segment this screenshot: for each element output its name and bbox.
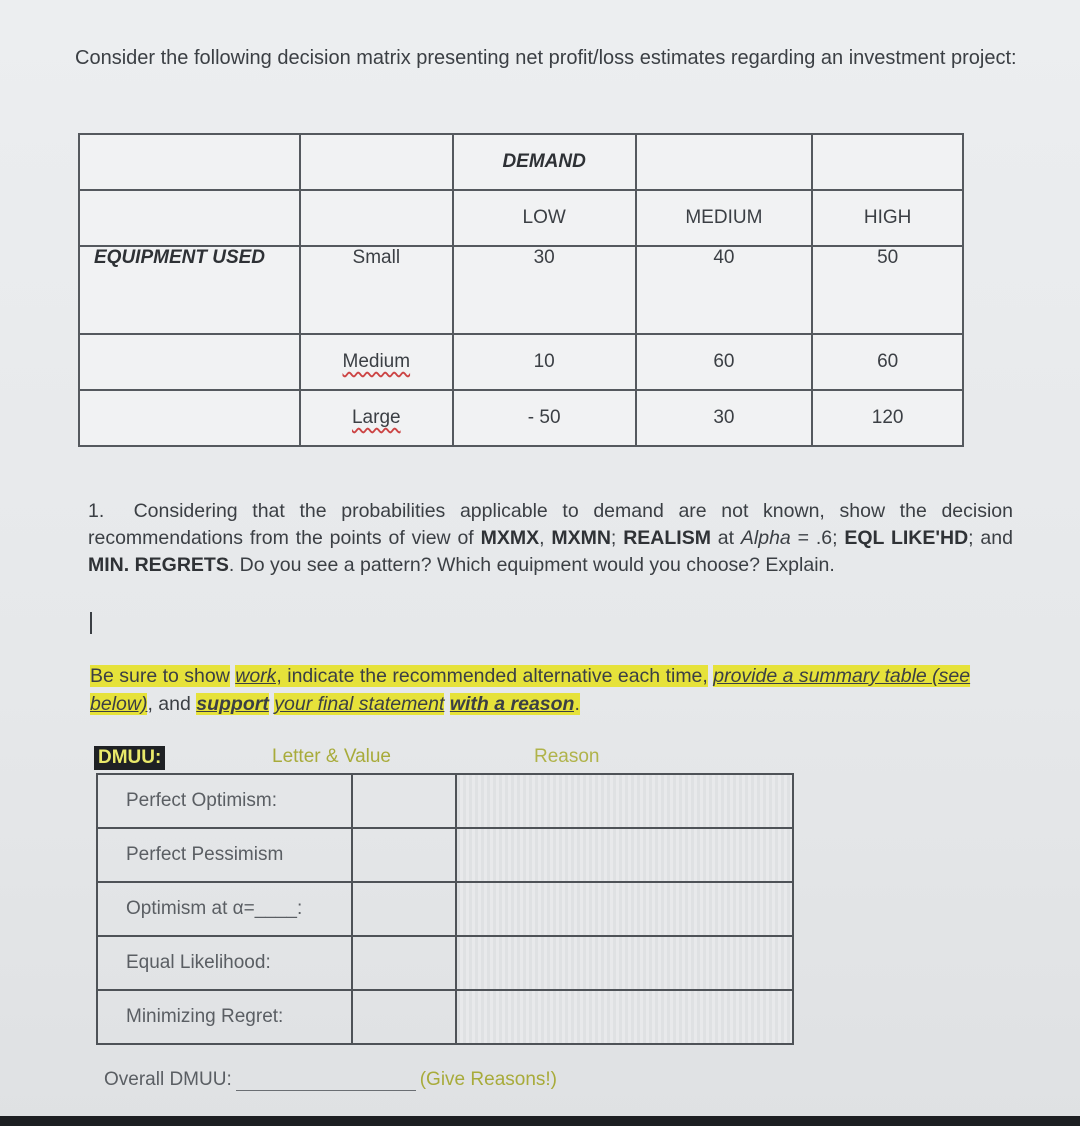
- term-mxmn: MXMN: [551, 527, 611, 549]
- demand-level-low: LOW: [453, 190, 636, 246]
- question-text: Considering that the probabilities applicable to demand are not known, show the decision recommendations from the points of view of: [88, 500, 1013, 549]
- matrix-value: - 50: [453, 390, 636, 446]
- letter-value-cell[interactable]: [352, 936, 456, 990]
- table-row: [97, 828, 793, 882]
- instruction-part: support: [196, 693, 269, 715]
- table-row: [97, 936, 793, 990]
- matrix-row-large: [79, 390, 963, 446]
- instruction-part: provide a summary table (see below): [90, 665, 971, 715]
- screen-bezel: [0, 1116, 1080, 1126]
- term-realism: REALISM: [623, 527, 711, 549]
- matrix-value: 60: [812, 334, 963, 390]
- reason-cell[interactable]: [456, 936, 793, 990]
- matrix-row-small: [79, 246, 963, 334]
- criterion-label: Minimizing Regret:: [97, 990, 352, 1044]
- term-mxmx: MXMX: [480, 527, 540, 549]
- term-eql: EQL LIKE'HD: [844, 527, 969, 549]
- matrix-row-demand: [79, 134, 963, 190]
- dmuu-summary-table: [96, 773, 794, 1045]
- overall-label: Overall DMUU:: [104, 1069, 232, 1090]
- matrix-cell-empty: [79, 390, 300, 446]
- matrix-cell-empty: [300, 134, 453, 190]
- matrix-value: 60: [636, 334, 813, 390]
- column-reason: Reason: [534, 746, 600, 767]
- decision-matrix: [78, 133, 964, 447]
- row-label: Small: [300, 246, 453, 334]
- matrix-cell-empty: [79, 334, 300, 390]
- table-row: [97, 990, 793, 1044]
- instruction-part: , and: [147, 693, 197, 715]
- letter-value-cell[interactable]: [352, 990, 456, 1044]
- matrix-cell-empty: [79, 190, 300, 246]
- separator: ;: [832, 527, 845, 549]
- matrix-value: 30: [453, 246, 636, 334]
- criterion-label: Perfect Pessimism: [97, 828, 352, 882]
- column-letter-value: Letter & Value: [272, 746, 392, 767]
- row-label: [300, 390, 453, 446]
- demand-level-medium: MEDIUM: [636, 190, 813, 246]
- table-row: [97, 882, 793, 936]
- instruction-part: with a reason: [449, 693, 575, 715]
- term-alpha: Alpha: [740, 527, 791, 549]
- demand-level-high: HIGH: [812, 190, 963, 246]
- instruction-part: work: [235, 665, 277, 687]
- instruction-part: your final statement: [274, 693, 445, 715]
- text-cursor: [90, 612, 92, 634]
- criterion-label: Equal Likelihood:: [97, 936, 352, 990]
- matrix-value: 10: [453, 334, 636, 390]
- instruction-part: , indicate the recommended alternative each time,: [276, 665, 708, 687]
- reason-cell[interactable]: [456, 990, 793, 1044]
- equipment-header: EQUIPMENT USED: [79, 246, 300, 334]
- matrix-value: 120: [812, 390, 963, 446]
- question-number: 1.: [88, 500, 105, 522]
- criterion-label: Perfect Optimism:: [97, 774, 352, 828]
- question-text: . Do you see a pattern? Which equipment would you choose? Explain.: [228, 554, 835, 576]
- letter-value-cell[interactable]: [352, 774, 456, 828]
- separator: ;: [610, 527, 624, 549]
- alpha-value: = .6: [790, 527, 833, 549]
- question-text: at: [710, 527, 741, 549]
- separator: ,: [539, 527, 552, 549]
- dmuu-label: DMUU:: [94, 746, 165, 770]
- matrix-cell-empty: [812, 134, 963, 190]
- instruction-part: Be sure to show: [90, 665, 230, 687]
- question-1: [88, 498, 1013, 579]
- reason-cell[interactable]: [456, 882, 793, 936]
- matrix-row-medium: [79, 334, 963, 390]
- matrix-cell-empty: [300, 190, 453, 246]
- letter-value-cell[interactable]: [352, 882, 456, 936]
- reason-cell[interactable]: [456, 774, 793, 828]
- instruction-text: [90, 662, 1010, 718]
- separator: ; and: [968, 527, 1013, 549]
- criterion-label: Optimism at α=____:: [97, 882, 352, 936]
- give-reasons-note: (Give Reasons!): [419, 1069, 558, 1090]
- matrix-value: 40: [636, 246, 813, 334]
- reason-cell[interactable]: [456, 828, 793, 882]
- overall-dmuu: [104, 1068, 557, 1091]
- intro-text: Consider the following decision matrix presenting net profit/loss estimates regarding an investment project:: [75, 47, 1017, 69]
- term-min-regrets: MIN. REGRETS: [88, 554, 229, 576]
- matrix-cell-empty: [79, 134, 300, 190]
- instruction-part: .: [574, 693, 580, 715]
- matrix-row-levels: [79, 190, 963, 246]
- matrix-cell-empty: [636, 134, 813, 190]
- dmuu-header: [92, 746, 792, 772]
- row-label-text: Medium: [342, 351, 411, 372]
- demand-header: DEMAND: [453, 134, 636, 190]
- matrix-value: 30: [636, 390, 813, 446]
- matrix-value: 50: [812, 246, 963, 334]
- row-label: [300, 334, 453, 390]
- overall-blank-line[interactable]: [236, 1068, 416, 1091]
- row-label-text: Large: [351, 407, 401, 428]
- letter-value-cell[interactable]: [352, 828, 456, 882]
- table-row: [97, 774, 793, 828]
